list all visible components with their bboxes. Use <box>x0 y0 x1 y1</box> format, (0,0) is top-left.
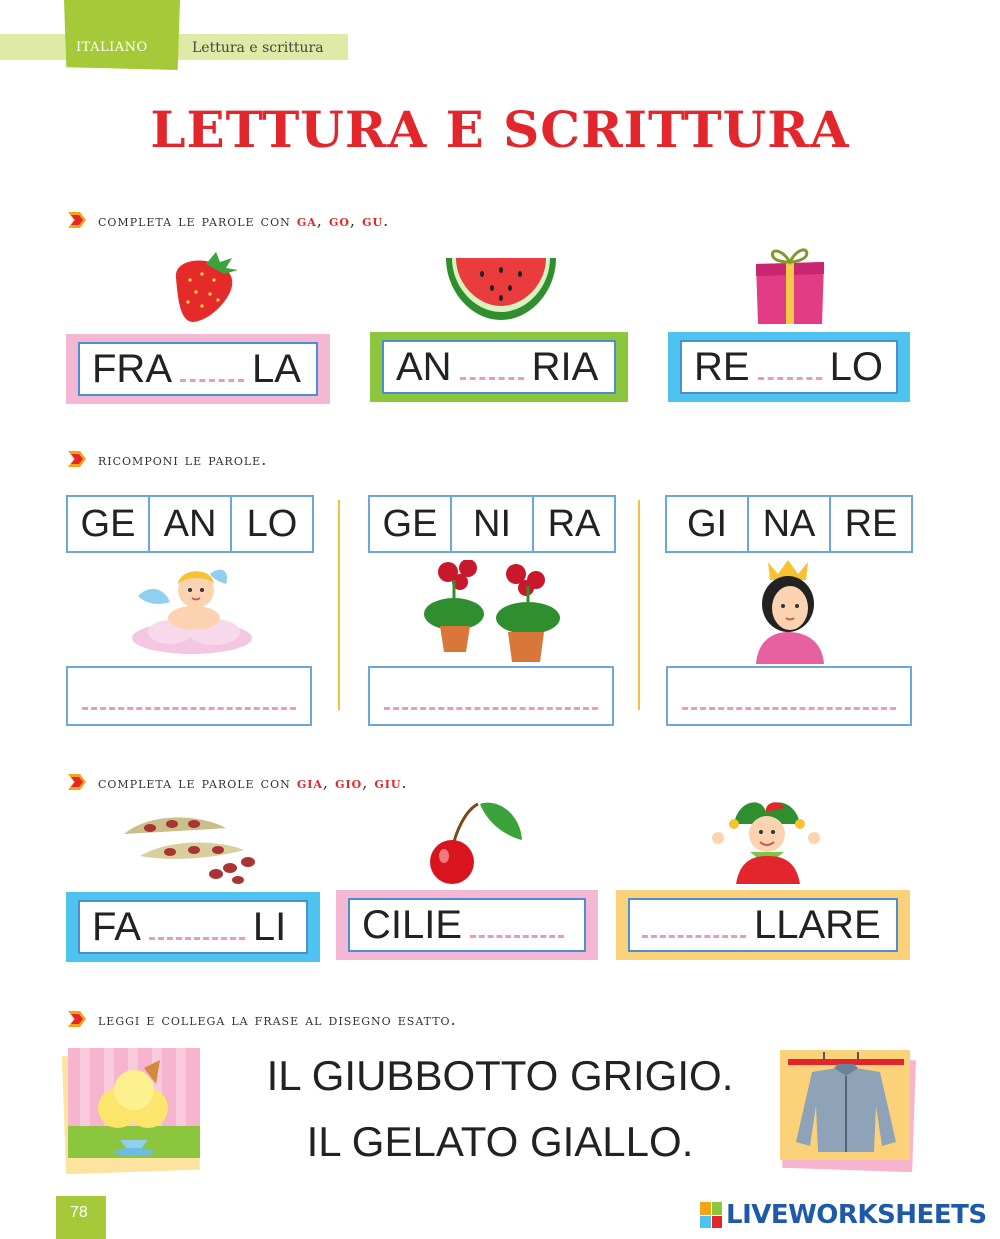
answer-line <box>384 707 598 710</box>
answer-line <box>82 707 296 710</box>
instruction-1: completa le parole con ga, go, gu. <box>66 208 389 232</box>
strawberry-icon <box>166 250 242 326</box>
subject-tab <box>64 0 180 70</box>
word-box-3 <box>668 330 910 404</box>
word-part: LA <box>252 347 301 391</box>
word-part: LO <box>829 345 883 389</box>
answer-line <box>682 707 896 710</box>
instruction-4-text: leggi e collega la frase al disegno esatto. <box>98 1009 457 1029</box>
word-box-6 <box>616 888 910 962</box>
syllable-tiles-1 <box>66 495 314 553</box>
syllable-gia: gia <box>296 772 323 792</box>
beans-icon <box>120 810 268 886</box>
syllable-tile[interactable]: RA <box>547 502 601 545</box>
cherry-icon <box>426 800 526 884</box>
instruction-3: completa le parole con gia, gio, giu. <box>66 770 408 794</box>
syllable-tile[interactable]: GE <box>68 497 150 551</box>
topic-label: Lettura e scrittura <box>192 40 324 56</box>
syllable-ga: ga <box>296 210 317 230</box>
word-part: FRA <box>92 347 172 391</box>
word-part: FA <box>92 905 141 949</box>
syllable-tile[interactable]: RE <box>844 502 898 545</box>
syllable-gu: gu <box>362 210 384 230</box>
column-divider <box>338 500 340 710</box>
syllable-tiles-2 <box>368 495 616 553</box>
word-part: LLARE <box>754 903 881 947</box>
answer-box-1[interactable] <box>66 666 312 726</box>
syllable-tile[interactable]: LO <box>246 502 298 545</box>
jester-icon <box>710 794 820 884</box>
gift-icon <box>750 244 830 326</box>
syllable-giu: giu <box>374 772 402 792</box>
instruction-2 <box>66 447 267 471</box>
syllable-gio: gio <box>335 772 363 792</box>
page-title: LETTURA E SCRITTURA <box>150 100 850 159</box>
geraniums-icon <box>424 560 564 664</box>
liveworksheets-logo <box>700 1200 987 1230</box>
column-divider <box>638 500 640 710</box>
answer-blank[interactable] <box>758 376 822 380</box>
word-part: LI <box>252 905 287 949</box>
instruction-1-text: completa le parole con <box>98 210 297 230</box>
word-box-5 <box>336 888 598 962</box>
answer-blank[interactable] <box>642 934 746 938</box>
word-part: RE <box>694 345 750 389</box>
arrow-icon <box>66 772 88 792</box>
answer-blank[interactable] <box>460 376 524 380</box>
syllable-go: go <box>328 210 350 230</box>
sentence-2[interactable]: IL GELATO GIALLO. <box>306 1118 694 1165</box>
syllable-tile[interactable]: AN <box>150 497 232 551</box>
subject-label: ITALIANO <box>76 40 148 55</box>
word-part: RIA <box>531 345 599 389</box>
answer-blank[interactable] <box>180 378 244 382</box>
instruction-4 <box>66 1007 457 1031</box>
sentence-1[interactable]: IL GIUBBOTTO GRIGIO. <box>266 1052 734 1099</box>
syllable-tile[interactable]: GE <box>370 497 452 551</box>
answer-blank[interactable] <box>149 936 245 940</box>
syllable-tile[interactable]: NI <box>452 497 534 551</box>
queen-icon <box>746 558 830 664</box>
page-number: 78 <box>56 1196 106 1239</box>
word-part: CILIE <box>362 903 463 947</box>
syllable-tile[interactable]: NA <box>749 497 831 551</box>
word-box-4 <box>66 890 320 964</box>
arrow-icon <box>66 210 88 230</box>
answer-box-2[interactable] <box>368 666 614 726</box>
angel-icon <box>130 562 254 658</box>
syllable-tiles-3 <box>665 495 913 553</box>
instruction-3-text: completa le parole con <box>98 772 297 792</box>
word-box-2 <box>370 330 628 404</box>
brand-name: LIVEWORKSHEETS <box>726 1200 987 1230</box>
answer-box-3[interactable] <box>666 666 912 726</box>
arrow-icon <box>66 1009 88 1029</box>
word-box-1 <box>66 332 330 406</box>
instruction-2-text: ricomponi le parole. <box>98 449 268 469</box>
answer-blank[interactable] <box>470 934 564 938</box>
watermelon-icon <box>444 254 558 322</box>
word-part: AN <box>396 345 452 389</box>
syllable-tile[interactable]: GI <box>667 497 749 551</box>
arrow-icon <box>66 449 88 469</box>
logo-icon <box>700 1202 722 1228</box>
